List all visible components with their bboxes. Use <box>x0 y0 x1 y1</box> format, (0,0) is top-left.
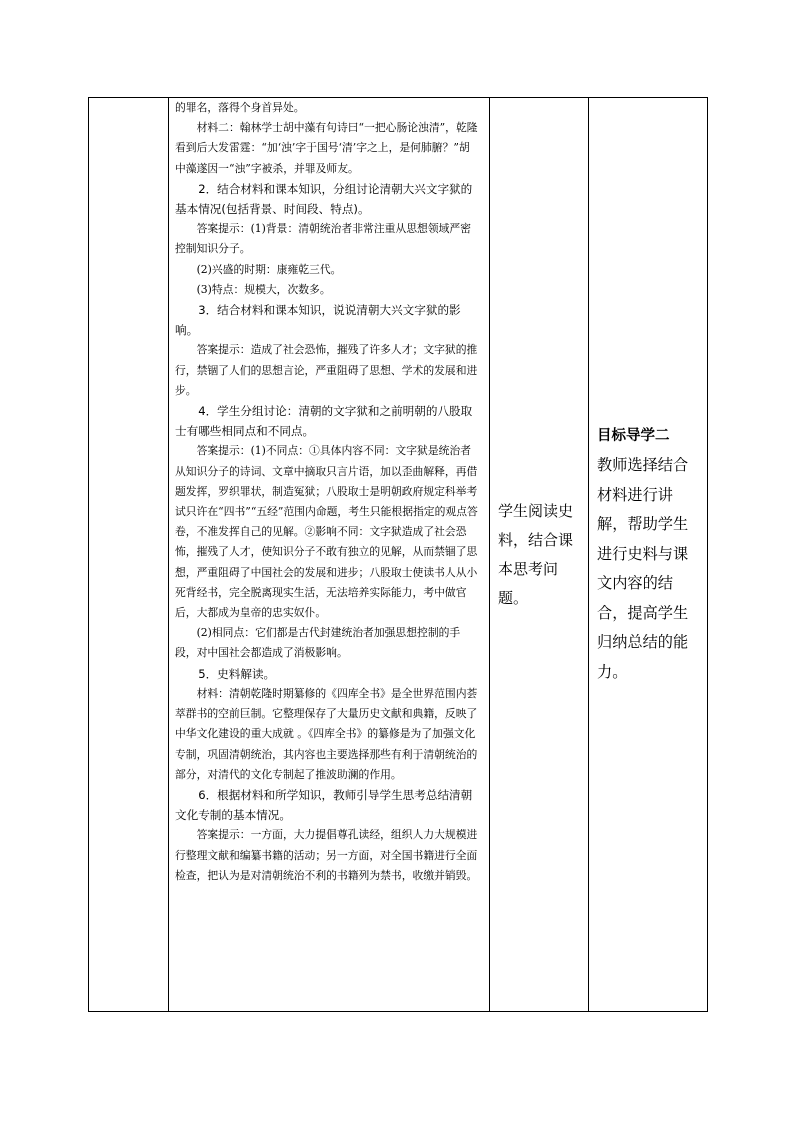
teacher-goal-text: 教师选择结合材料进行讲解，帮助学生进行史料与课文内容的结合，提高学生归纳总结的能力。 <box>597 456 689 681</box>
material-two: 材料二：翰林学士胡中藻有句诗曰“一把心肠论浊清”，乾隆看到后大发雷霆：“加‘浊’字于国号‘清’字之上，是何肺腑？”胡中藻遂因一“浊”字被杀，并罪及师友。 <box>175 121 478 175</box>
material-5: 材料：清朝乾隆时期纂修的《四库全书》是全世界范围内荟萃群书的空前巨制。它整理保存了大量历史文献和典籍，反映了中华文化建设的重大成就 。《四库全书》的纂修是为了加强文化专制，巩固清朝统治，其内容也主要选择那些有利于清朝统治的部分，对清代的文化专制起了推波助澜的作用。 <box>175 686 478 781</box>
answer-2-period: (2)兴盛的时期：康雍乾三代。 <box>196 262 342 276</box>
student-activity-cell <box>490 98 589 1012</box>
teacher-goal-heading: 目标导学二 <box>597 427 670 444</box>
section-cell <box>89 98 169 1012</box>
question-3: 3．结合材料和课本知识，说说清朝大兴文字狱的影响。 <box>175 303 461 338</box>
answer-4-similarities: (2)相同点：它们都是古代封建统治者加强思想控制的手段，对中国社会都造成了消极影响。 <box>175 626 461 660</box>
teacher-goal-cell <box>589 98 708 1012</box>
question-2: 2．结合材料和课本知识，分组讨论清朝大兴文字狱的基本情况(包括背景、时间段、特点)。 <box>175 181 473 217</box>
teacher-goal-block <box>589 422 707 688</box>
content-cell <box>169 98 490 1012</box>
material-continuation: 的罪名，落得个身首异处。 <box>175 101 305 114</box>
answer-4-differences: 答案提示：(1)不同点：①具体内容不同：文字狱是统治者从知识分子的诗词、文章中摘取只言片语，加以歪曲解释，再借题发挥，罗织罪状，制造冤狱；八股取士是明朝政府规定科举考试只许在“四书”“五经”范围内命题，考生只能根据指定的观点答卷，不准发挥自己的见解。②影响不同：文字狱造成了社会恐怖，摧残了人才，使知识分子不敢有独立的见解，从而禁锢了思想，严重阻碍了中国社会的发展和进步；八股取士使读书人从小死背经书，完全脱离现实生活，无法培养实际能力，考中做官后，大都成为皇帝的忠实奴仆。 <box>175 444 478 620</box>
lesson-plan-table <box>88 97 708 1012</box>
student-activity-text: 学生阅读史料，结合课本思考问题。 <box>498 501 574 607</box>
question-6: 6．根据材料和所学知识，教师引导学生思考总结清朝文化专制的基本情况。 <box>175 787 473 823</box>
answer-6: 答案提示：一方面，大力提倡尊孔读经，组织人力大规模进行整理文献和编纂书籍的活动；另一方面，对全国书籍进行全面检查，把认为是对清朝统治不利的书籍列为禁书，收缴并销毁。 <box>175 828 478 882</box>
answer-2-features: (3)特点：规模大，次数多。 <box>196 282 331 296</box>
table-row <box>89 98 708 1012</box>
question-5: 5．史料解读。 <box>198 666 276 681</box>
question-4: 4．学生分组讨论：清朝的文字狱和之前明朝的八股取士有哪些相同点和不同点。 <box>175 404 473 439</box>
content-block <box>169 98 489 886</box>
answer-2-background: 答案提示：(1)背景：清朝统治者非常注重从思想领域严密控制知识分子。 <box>175 222 472 256</box>
answer-3: 答案提示：造成了社会恐怖，摧残了许多人才；文字狱的推行，禁锢了人们的思想言论，严重阻碍了思想、学术的发展和进步。 <box>175 343 478 397</box>
